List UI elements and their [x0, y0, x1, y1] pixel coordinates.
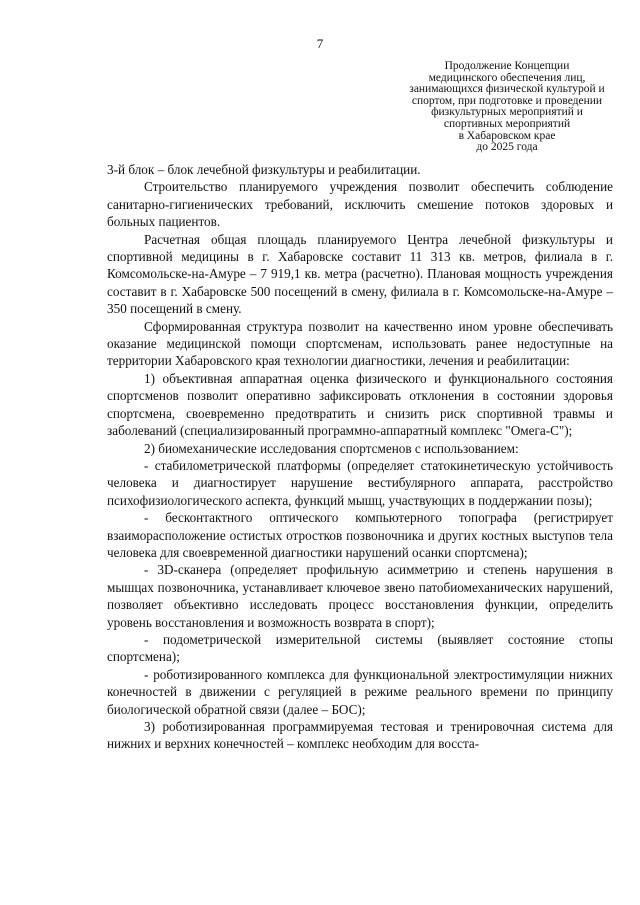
header-line: занимающихся физической культурой и — [409, 83, 605, 96]
list-item: 1) объективная аппаратная оценка физического и функционального состояния спортсменов позволит оперативно зафиксировать отклонения в состоянии здоровья спортсмена, своевременно предотвратить и снизить риск спортивной травмы и заболеваний (специализированный программно-аппаратный комплекс "Омега-С"); — [107, 370, 613, 439]
sub-list-item: - роботизированного комплекса для функциональной электростимуляции нижних конечностей в движении с регуляцией в режиме реального времени по принципу биологической обратной связи (далее – БОС); — [107, 666, 613, 717]
sub-list-item: - 3D-сканера (определяет профильную асимметрию и степень нарушения в мышцах позвоночника, устанавливает ключевое звено патобиомеханических нарушений, позволяет объективно исследовать процесс восстановления функции, определить уровень восстановления и возможность возврата в спорт); — [107, 562, 613, 630]
header-line: спортивных мероприятий — [443, 117, 571, 130]
paragraph: Сформированная структура позволит на качественно ином уровне обеспечивать оказание медицинской помощи спортсменам, использовать ранее недоступные на территории Хабаровского края технологии диагностики, лечения и реабилитации: — [107, 318, 613, 369]
list-item: 3) роботизированная программируемая тестовая и тренировочная система для нижних и верхних конечностей – комплекс необходим для восста- — [107, 719, 613, 752]
body-text — [107, 161, 613, 753]
paragraph: 3-й блок – блок лечебной физкультуры и реабилитации. — [107, 162, 421, 177]
header-line: медицинского обеспечения лиц, — [428, 71, 586, 84]
paragraph: Расчетная общая площадь планируемого Центра лечебной физкультуры и спортивной медицины в г. Хабаровске составит 11 313 кв. метров, филиала в г. Комсомольске-на-Амуре – 7 919,1 кв. метра (расчетно). Плановая мощность учреждения составит в г. Хабаровске 500 посещений в смену, филиала в г. Комсомольске-на-Амуре – 350 посещений в смену. — [107, 231, 613, 317]
header-line: до 2025 года — [476, 141, 538, 154]
list-item: 2) биомеханические исследования спортсменов с использованием: — [144, 440, 519, 456]
sub-list-item: - стабилометрической платформы (определяет статокинетическую устойчивость человека и диагностирует нарушение вестибулярного аппарата, расстройство психофизиологического аспекта, функций мышц, участвующих в поддержании позы); — [107, 457, 613, 508]
paragraph: Строительство планируемого учреждения позволит обеспечить соблюдение санитарно-гигиенических требований, исключить смешение потоков здоровых и больных пациентов. — [107, 179, 613, 230]
sub-list-item: - бесконтактного оптического компьютерного топографа (регистрирует взаиморасположение остистых отростков позвоночника и других костных выступов тела человека для своевременной диагностики нарушений осанки спортсмена); — [107, 510, 613, 560]
continuation-header — [392, 61, 622, 154]
header-line: спортом, при подготовке и проведении — [411, 94, 603, 107]
header-line: Продолжение Концепции — [444, 60, 570, 72]
header-line: физкультурных мероприятий и — [431, 106, 583, 119]
sub-list-item: - подометрической измерительной системы (выявляет состояние стопы спортсмена); — [107, 631, 613, 665]
header-line: в Хабаровском крае — [458, 129, 556, 142]
page-number: 7 — [316, 36, 324, 51]
